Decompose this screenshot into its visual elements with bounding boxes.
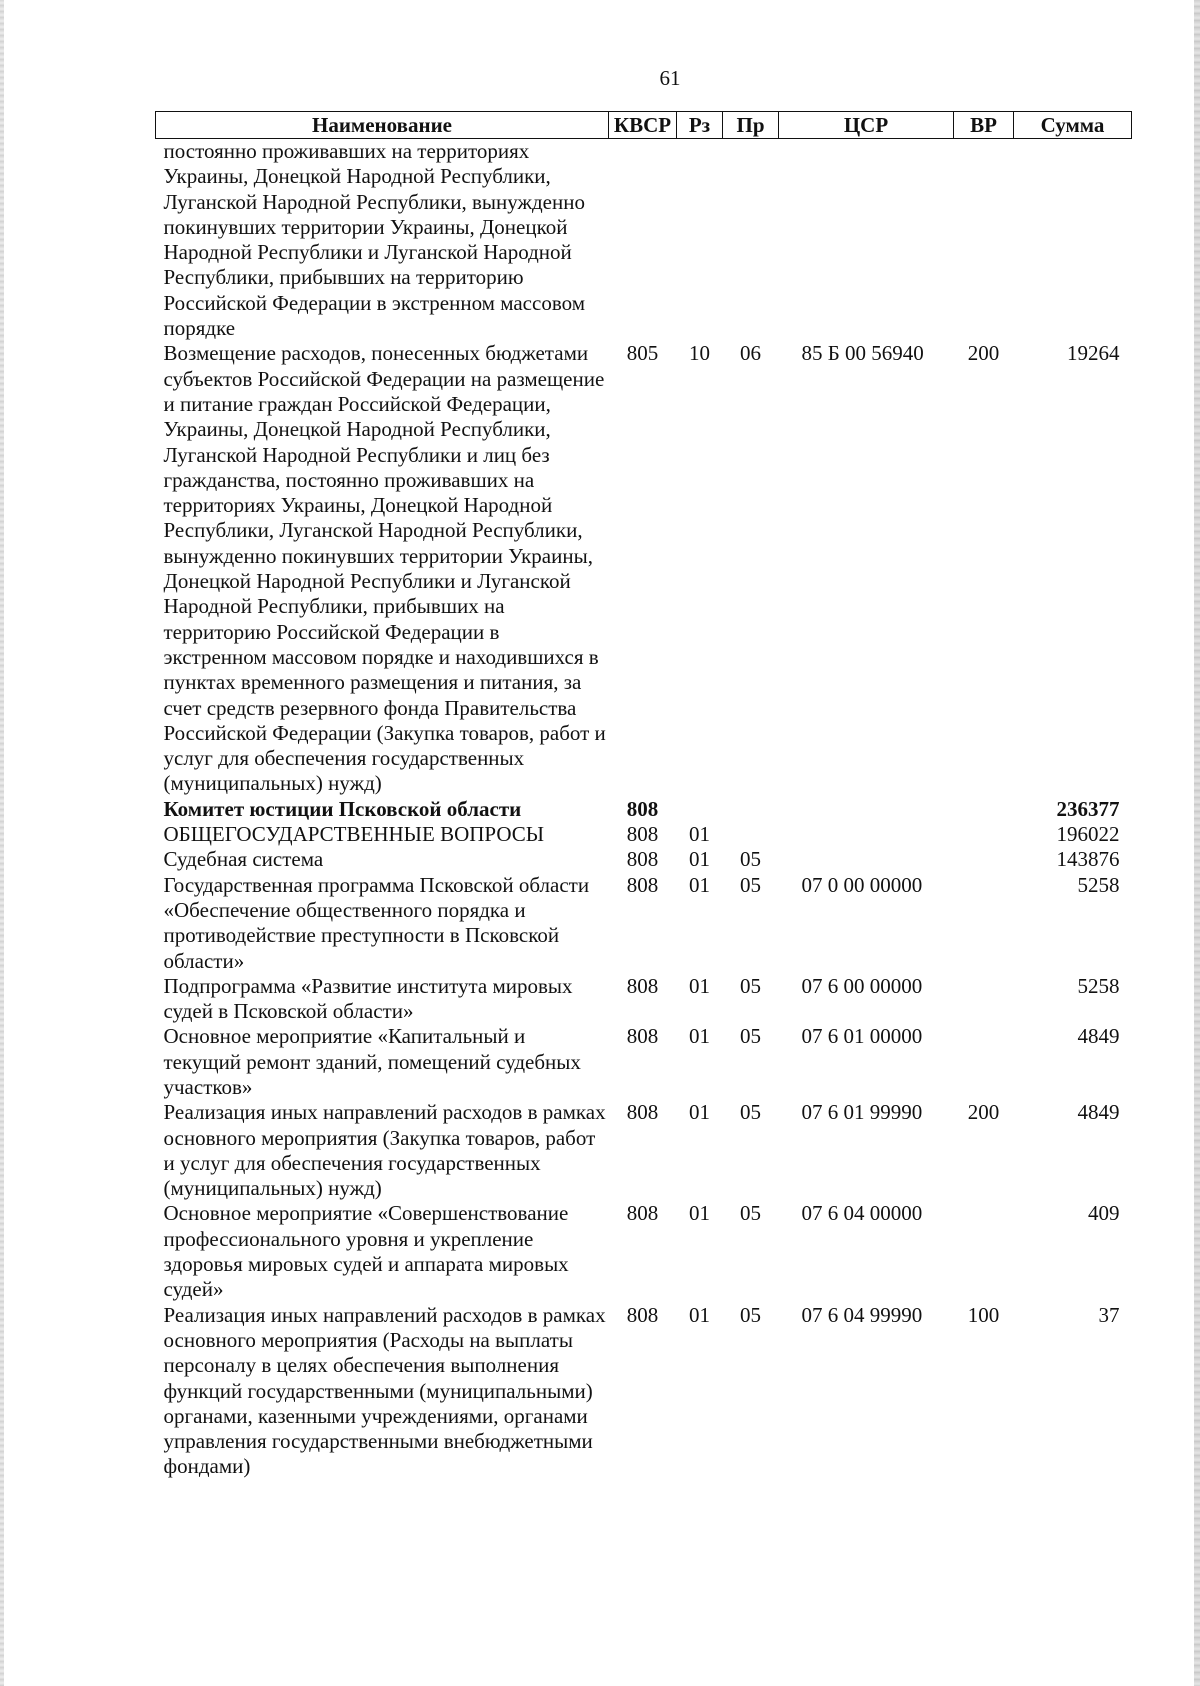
row-csr: 85 Б 00 56940 <box>801 341 924 366</box>
header-kvsr: КВСР <box>609 112 677 139</box>
table-row <box>156 873 1132 974</box>
row-sum <box>1014 139 1132 342</box>
table-row <box>156 974 1132 1025</box>
header-pr: Пр <box>723 112 779 139</box>
row-csr: 07 6 04 00000 <box>801 1201 923 1226</box>
row-rz: 01 <box>689 872 710 897</box>
row-vr <box>954 974 1014 1025</box>
table-row <box>156 1303 1132 1480</box>
row-rz: 01 <box>689 1024 710 1049</box>
row-pr: 05 <box>740 1302 761 1327</box>
table-row <box>156 1024 1132 1100</box>
row-csr: 07 6 00 00000 <box>801 973 923 998</box>
row-sum: 196022 <box>1056 822 1120 847</box>
header-rz: Рз <box>677 112 723 139</box>
row-name: Реализация иных направлений расходов в рамках основного мероприятия (Закупка товаров, работ и услуг для обеспечения государственных (муниципальных) нужд) <box>163 1100 606 1201</box>
row-name: ОБЩЕГОСУДАРСТВЕННЫЕ ВОПРОСЫ <box>163 822 545 847</box>
row-kvsr: 808 <box>626 822 659 847</box>
row-name: Подпрограмма «Развитие института мировых судей в Псковской области» <box>163 973 573 1024</box>
page-number: 61 <box>659 66 681 90</box>
row-pr <box>723 822 779 847</box>
row-pr: 05 <box>740 1100 761 1125</box>
row-rz: 01 <box>689 973 710 998</box>
row-kvsr: 808 <box>626 1100 659 1125</box>
table-row <box>156 822 1132 847</box>
row-name: Судебная система <box>163 847 324 872</box>
row-csr: 07 6 01 99990 <box>801 1100 923 1125</box>
row-rz: 01 <box>689 1201 710 1226</box>
row-sum: 5258 <box>1077 872 1120 897</box>
row-vr: 200 <box>967 1100 1000 1125</box>
row-name: Комитет юстиции Псковской области <box>163 796 522 821</box>
row-rz: 01 <box>689 1100 710 1125</box>
row-rz: 10 <box>689 341 710 366</box>
row-vr <box>954 1201 1014 1302</box>
row-sum: 409 <box>1088 1201 1120 1226</box>
row-kvsr <box>609 139 677 342</box>
row-name: Государственная программа Псковской области «Обеспечение общественного порядка и противодействие преступности в Псковской области» <box>163 872 590 973</box>
row-vr <box>954 847 1014 872</box>
row-kvsr: 808 <box>626 872 659 897</box>
budget-table <box>155 111 1132 1480</box>
scan-edge-right <box>1194 0 1200 1686</box>
row-pr: 05 <box>740 1024 761 1049</box>
row-csr: 07 6 01 00000 <box>801 1024 923 1049</box>
row-rz: 01 <box>689 822 710 847</box>
row-sum: 4849 <box>1077 1100 1120 1125</box>
row-rz: 01 <box>689 847 710 872</box>
row-sum: 143876 <box>1056 847 1120 872</box>
row-vr <box>954 797 1014 822</box>
row-kvsr: 808 <box>626 847 659 872</box>
row-sum: 37 <box>1098 1302 1120 1327</box>
row-sum: 4849 <box>1077 1024 1120 1049</box>
table-row <box>156 1100 1132 1201</box>
row-name: постоянно проживавших на территориях Украины, Донецкой Народной Республики, Луганской Народной Республики, вынужденно покинувших территории Украины, Донецкой Народной Республики и Луганской Народной Республики, прибывших на территорию Российской Федерации в экстренном массовом порядке <box>163 139 585 341</box>
row-rz <box>677 139 723 342</box>
row-sum: 19264 <box>1067 341 1120 366</box>
row-pr: 05 <box>740 973 761 998</box>
row-kvsr: 808 <box>626 973 659 998</box>
table-row <box>156 139 1132 342</box>
row-vr: 100 <box>967 1302 1000 1327</box>
row-pr: 05 <box>740 1201 761 1226</box>
row-sum: 5258 <box>1077 973 1120 998</box>
row-vr <box>954 873 1014 974</box>
row-rz: 01 <box>689 1302 710 1327</box>
row-name: Возмещение расходов, понесенных бюджетами субъектов Российской Федерации на размещение и питание граждан Российской Федерации, Украины, Донецкой Народной Республики, Луганской Народной Республики и лиц без гражданства, постоянно проживавших на территориях Украины, Донецкой Народной Республики, Луганской Народной Республики, вынужденно покинувших территории Украины, Донецкой Народной Республики и Луганской Народной Республики, прибывших на территорию Российской Федерации в экстренном массовом порядке и находившихся в пунктах временного размещения и питания, за счет средств резервного фонда Правительства Российской Федерации (Закупка товаров, работ и услуг для обеспечения государственных (муниципальных) нужд) <box>163 341 606 796</box>
row-sum: 236377 <box>1056 796 1120 821</box>
row-csr <box>779 797 954 822</box>
table-row <box>156 797 1132 822</box>
row-kvsr: 808 <box>626 1201 659 1226</box>
header-csr: ЦСР <box>779 112 954 139</box>
row-kvsr: 808 <box>626 1302 659 1327</box>
header-vr: ВР <box>954 112 1014 139</box>
row-csr <box>779 822 954 847</box>
row-name: Основное мероприятие «Совершенствование профессионального уровня и укрепление здоровья мировых судей и аппарата мировых судей» <box>163 1201 569 1302</box>
row-pr <box>723 139 779 342</box>
row-csr: 07 6 04 99990 <box>801 1302 923 1327</box>
header-sum: Сумма <box>1014 112 1132 139</box>
row-kvsr: 808 <box>626 796 659 821</box>
row-vr: 200 <box>967 341 1000 366</box>
row-vr <box>954 822 1014 847</box>
row-vr <box>954 139 1014 342</box>
row-csr: 07 0 00 00000 <box>801 872 923 897</box>
row-pr <box>723 797 779 822</box>
row-kvsr: 805 <box>626 341 659 366</box>
scan-edge-left <box>0 0 4 1686</box>
row-pr: 06 <box>740 341 761 366</box>
table-row <box>156 341 1132 796</box>
row-rz <box>677 797 723 822</box>
row-vr <box>954 1024 1014 1100</box>
row-csr <box>779 139 954 342</box>
table-row <box>156 1201 1132 1302</box>
table-header <box>156 112 1132 139</box>
header-name: Наименование <box>156 112 609 139</box>
row-name: Реализация иных направлений расходов в рамках основного мероприятия (Расходы на выплаты персоналу в целях обеспечения выполнения функций государственными (муниципальными) органами, казенными учреждениями, органами управления государственными внебюджетными фондами) <box>163 1302 606 1479</box>
row-pr: 05 <box>740 847 761 872</box>
row-csr <box>779 847 954 872</box>
row-kvsr: 808 <box>626 1024 659 1049</box>
table-row <box>156 847 1132 872</box>
table-body <box>156 139 1132 1480</box>
row-name: Основное мероприятие «Капитальный и текущий ремонт зданий, помещений судебных участков» <box>163 1024 581 1099</box>
row-pr: 05 <box>740 872 761 897</box>
